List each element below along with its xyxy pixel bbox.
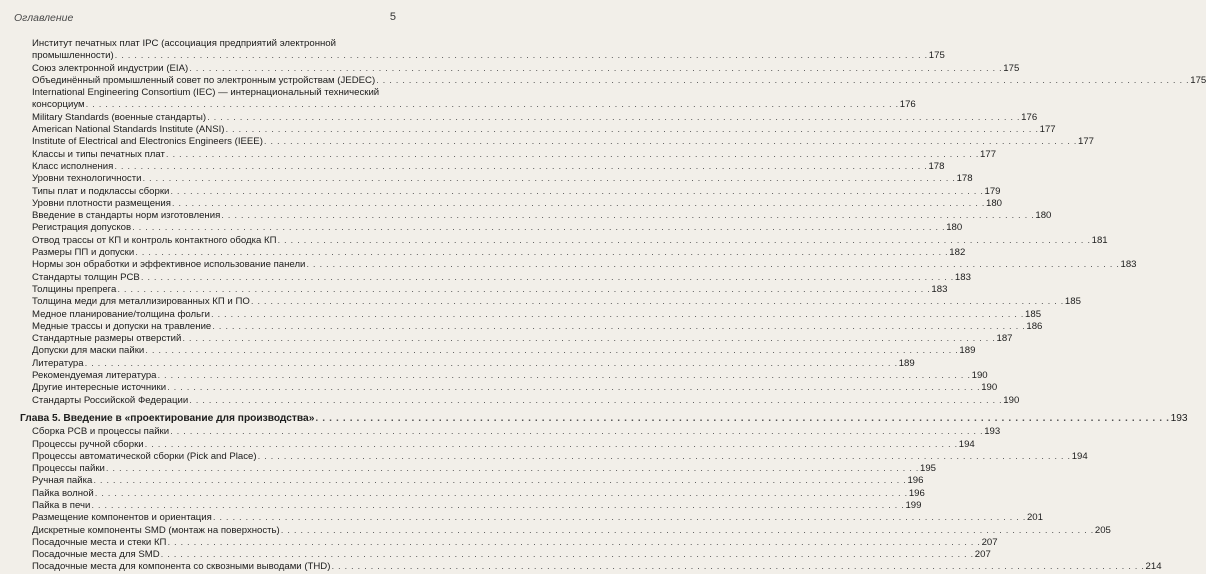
leader-dots xyxy=(212,321,1025,333)
leader-dots xyxy=(158,370,971,382)
toc-page-number: 194 xyxy=(1071,450,1088,462)
toc-entry-text: Ручная пайка xyxy=(32,475,93,487)
leader-dots xyxy=(141,272,954,284)
toc-entry[interactable] xyxy=(20,259,1137,271)
toc-entry-text: American National Standards Institute (ANSI) xyxy=(32,124,225,136)
toc-page-number: 205 xyxy=(1094,524,1111,536)
leader-dots xyxy=(211,309,1024,321)
toc-entry[interactable] xyxy=(20,173,973,185)
toc-entry-text: Толщина меди для металлизированных КП и ПО xyxy=(32,296,250,308)
toc-entry-text: Медные трассы и допуски на травление xyxy=(32,320,212,332)
toc-entry[interactable] xyxy=(20,512,1043,524)
toc-entry-text: Толщины препрега xyxy=(32,283,117,295)
toc-page-number: 176 xyxy=(899,99,916,111)
toc-entry-text: Типы плат и подклассы сборки xyxy=(32,185,170,197)
toc-page-number: 186 xyxy=(1026,320,1043,332)
toc-entry[interactable] xyxy=(20,38,945,63)
toc-page-number: 189 xyxy=(959,345,976,357)
toc-page-number: 177 xyxy=(1078,136,1095,148)
running-header xyxy=(14,12,396,28)
leader-dots xyxy=(226,124,1039,136)
toc-page-number: 182 xyxy=(949,247,966,259)
leader-dots xyxy=(251,296,1064,308)
leader-dots xyxy=(315,413,1169,425)
toc-page-number: 175 xyxy=(928,50,945,62)
page-number: 5 xyxy=(389,11,396,23)
toc-entry[interactable] xyxy=(20,210,1052,222)
leader-dots xyxy=(145,439,958,451)
toc-entry-text: Посадочные места и стеки КП xyxy=(32,536,167,548)
toc-page-number: 193 xyxy=(1170,412,1188,424)
leader-dots xyxy=(167,382,980,394)
toc-entry-text: Посадочные места для SMD xyxy=(32,549,160,561)
toc-entry-text: Процессы ручной сборки xyxy=(32,438,144,450)
toc-entry-text: Отвод трассы от КП и контроль контактного ободка КП xyxy=(32,234,277,246)
toc-page-number: 177 xyxy=(980,148,997,160)
toc-entry[interactable] xyxy=(20,357,915,370)
toc-entry[interactable] xyxy=(20,487,925,500)
toc-entry[interactable] xyxy=(20,536,998,549)
toc-entry-text: Институт печатных плат IPC (ассоциация предприятий электронной xyxy=(32,38,336,49)
leader-dots xyxy=(161,549,974,561)
toc-entry-text: Посадочные места для компонента со сквозными выводами (THD) xyxy=(32,561,331,573)
toc-entry-text: Класс исполнения xyxy=(32,160,114,172)
toc-entry[interactable] xyxy=(20,475,924,487)
leader-dots xyxy=(93,475,906,487)
leader-dots xyxy=(170,186,983,198)
toc-page-number: 190 xyxy=(971,370,988,382)
toc-page-number: 194 xyxy=(958,438,975,450)
toc-page-number: 183 xyxy=(954,271,971,283)
toc-entry[interactable] xyxy=(20,561,1162,573)
toc-entry[interactable] xyxy=(20,136,1095,148)
toc-entry-text: Пайка в печи xyxy=(32,499,91,511)
toc-entry[interactable] xyxy=(20,412,1188,425)
toc-entry-text: Размеры ПП и допуски xyxy=(32,247,135,259)
toc-page-number: 183 xyxy=(931,283,948,295)
toc-entry[interactable] xyxy=(20,160,945,173)
toc-entry[interactable] xyxy=(20,247,966,259)
leader-dots xyxy=(166,149,979,161)
toc-entry[interactable] xyxy=(20,124,1056,136)
toc-entry-last-row xyxy=(32,50,945,62)
leader-dots xyxy=(172,198,985,210)
leader-dots xyxy=(278,235,1091,247)
toc-entry[interactable] xyxy=(20,296,1081,308)
leader-dots xyxy=(145,345,958,357)
toc-entry-text: Пайка волной xyxy=(32,487,94,499)
toc-entry-text: Рекомендуемая литература xyxy=(32,370,157,382)
toc-entry-text: Процессы автоматической сборки (Pick and Place) xyxy=(32,450,257,462)
running-header-title: Оглавление xyxy=(14,12,74,24)
toc-entry-text: промышленности) xyxy=(32,50,114,62)
toc-page-number: 201 xyxy=(1026,512,1043,524)
toc-entry-text: Стандарты толщин PCB xyxy=(32,271,140,283)
toc-page-number: 207 xyxy=(974,549,991,561)
toc-entry-text: Military Standards (военные стандарты) xyxy=(32,111,207,123)
toc-entry-text-block xyxy=(32,38,945,63)
toc-entry[interactable] xyxy=(20,62,1020,75)
toc-entry-text: Объединённый промышленный совет по электронным устройствам (JEDEC) xyxy=(32,74,376,86)
toc-page-number: 195 xyxy=(920,463,937,475)
toc-entry[interactable] xyxy=(20,345,976,357)
toc-entry[interactable] xyxy=(20,549,991,561)
leader-dots xyxy=(91,500,904,512)
toc-entry-text: Допуски для маски пайки xyxy=(32,345,145,357)
toc-page-number: 180 xyxy=(986,197,1003,209)
leader-dots xyxy=(189,395,1002,407)
toc-page-number: 214 xyxy=(1145,561,1162,573)
toc-entry-text: Стандарты Российской Федерации xyxy=(32,394,189,406)
toc-page-number: 193 xyxy=(984,426,1001,438)
toc-entry-text: Institute of Electrical and Electronics Engineers (IEEE) xyxy=(32,136,263,148)
leader-dots xyxy=(213,512,1026,524)
toc-entry[interactable] xyxy=(20,370,988,382)
toc-entry[interactable] xyxy=(20,222,963,234)
toc-page-number: 185 xyxy=(1064,296,1081,308)
toc-entry[interactable] xyxy=(20,499,922,512)
toc-entry[interactable] xyxy=(20,426,1001,438)
leader-dots xyxy=(85,358,898,370)
toc-page-number: 179 xyxy=(984,185,1001,197)
toc-page-number: 180 xyxy=(946,222,963,234)
leader-dots xyxy=(170,426,983,438)
toc-entry[interactable] xyxy=(20,463,937,475)
toc-entry-text: Процессы пайки xyxy=(32,463,105,475)
toc-page-number: 180 xyxy=(1035,210,1052,222)
toc-entry[interactable] xyxy=(20,148,997,161)
toc-entry[interactable] xyxy=(20,320,1043,333)
toc-entry-text: Союз электронной индустрии (EIA) xyxy=(32,62,189,74)
toc-entry-text: Размещение компонентов и ориентация xyxy=(32,512,212,524)
toc-entry-text: Другие интересные источники xyxy=(32,382,167,394)
toc-entry-text: Дискретные компоненты SMD (монтаж на поверхность) xyxy=(32,524,280,536)
leader-dots xyxy=(331,561,1144,573)
leader-dots xyxy=(132,222,945,234)
toc-entry[interactable] xyxy=(20,450,1088,463)
leader-dots xyxy=(95,488,908,500)
toc-entry-text-block xyxy=(32,87,916,112)
leader-dots xyxy=(182,333,995,345)
toc-entry[interactable] xyxy=(20,524,1111,537)
toc-entry[interactable] xyxy=(20,74,1206,87)
toc-entry[interactable] xyxy=(20,185,1001,198)
toc-entry-text: Нормы зон обработки и эффективное использование панели xyxy=(32,259,306,271)
leader-dots xyxy=(86,99,899,111)
toc-entry[interactable] xyxy=(20,308,1042,321)
toc-page-number: 196 xyxy=(907,475,924,487)
toc-page-number: 189 xyxy=(898,357,915,369)
toc-entry-text: Уровни плотности размещения xyxy=(32,197,171,209)
toc-entry[interactable] xyxy=(20,271,971,284)
toc-entry[interactable] xyxy=(20,333,1013,345)
leader-dots xyxy=(117,284,930,296)
table-of-contents xyxy=(20,38,1206,574)
leader-dots xyxy=(106,463,919,475)
leader-dots xyxy=(376,75,1189,87)
toc-page-number: 207 xyxy=(981,536,998,548)
toc-entry-text: Уровни технологичности xyxy=(32,173,142,185)
toc-page-number: 187 xyxy=(996,333,1013,345)
toc-entry-text: Классы и типы печатных плат xyxy=(32,148,165,160)
leader-dots xyxy=(115,50,928,62)
toc-entry-text: Стандартные размеры отверстий xyxy=(32,333,182,345)
leader-dots xyxy=(207,112,1020,124)
toc-entry-last-row xyxy=(32,99,916,111)
leader-dots xyxy=(189,63,1002,75)
leader-dots xyxy=(306,259,1119,271)
toc-entry-text: Введение в стандарты норм изготовления xyxy=(32,210,221,222)
leader-dots xyxy=(264,136,1077,148)
toc-entry-text: Литература xyxy=(32,357,84,369)
leader-dots xyxy=(221,210,1034,222)
toc-page-number: 196 xyxy=(908,487,925,499)
toc-entry-text: Глава 5. Введение в «проектирование для производства» xyxy=(20,412,315,424)
toc-page-number: 181 xyxy=(1091,234,1108,246)
toc-page-number: 175 xyxy=(1003,62,1020,74)
toc-page-number: 190 xyxy=(1003,394,1020,406)
leader-dots xyxy=(142,173,955,185)
leader-dots xyxy=(258,451,1071,463)
toc-entry[interactable] xyxy=(20,382,998,394)
leader-dots xyxy=(114,161,927,173)
toc-entry-text: Регистрация допусков xyxy=(32,222,132,234)
toc-entry[interactable] xyxy=(20,283,948,296)
toc-entry-text: International Engineering Consortium (IEC) — интернациональный технический xyxy=(32,87,380,99)
toc-page-number: 177 xyxy=(1039,124,1056,136)
leader-dots xyxy=(135,247,948,259)
toc-entry-text: Сборка PCB и процессы пайки xyxy=(32,426,170,438)
leader-dots xyxy=(281,525,1094,537)
toc-page-number: 185 xyxy=(1025,308,1042,320)
leader-dots xyxy=(167,537,980,549)
toc-entry[interactable] xyxy=(20,394,1020,407)
toc-entry[interactable] xyxy=(20,87,916,112)
toc-entry-text: консорциум xyxy=(32,99,85,111)
toc-entry[interactable] xyxy=(20,234,1108,247)
toc-entry[interactable] xyxy=(20,111,1038,124)
toc-page-number: 190 xyxy=(981,382,998,394)
toc-page-number: 199 xyxy=(905,499,922,511)
toc-page-number: 183 xyxy=(1120,259,1137,271)
toc-page-number: 178 xyxy=(928,160,945,172)
toc-page-number: 178 xyxy=(956,173,973,185)
toc-entry[interactable] xyxy=(20,197,1003,210)
toc-entry[interactable] xyxy=(20,438,975,451)
toc-page-number: 176 xyxy=(1021,111,1038,123)
toc-entry-text: Медное планирование/толщина фольги xyxy=(32,308,210,320)
toc-page-number: 175 xyxy=(1190,74,1206,86)
